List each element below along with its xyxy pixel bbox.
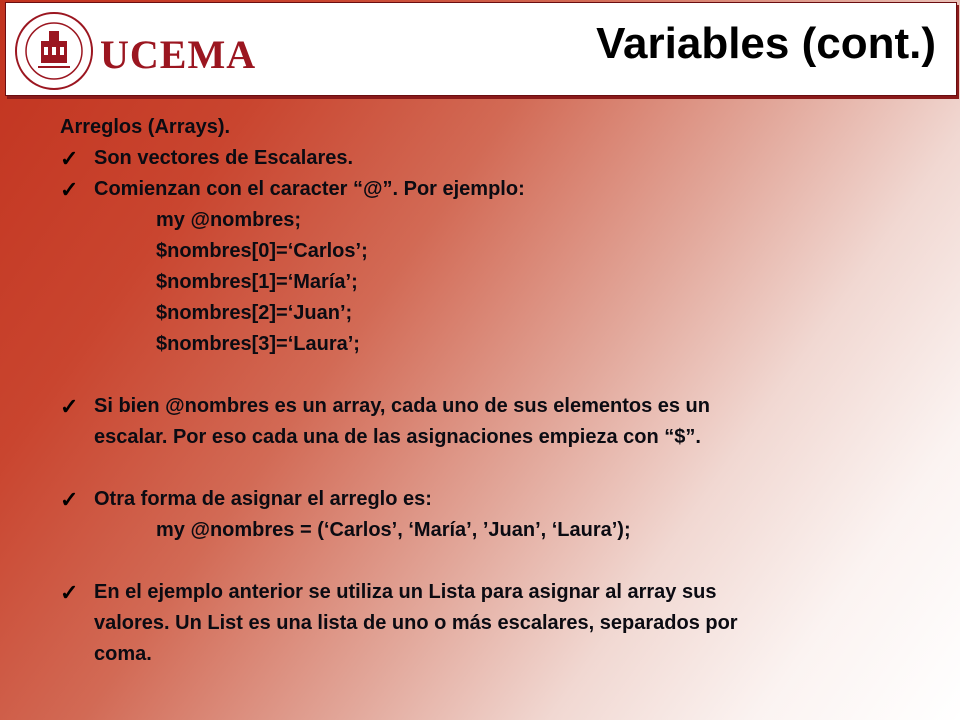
- checkmark-icon: ✓: [60, 177, 79, 202]
- code-line: $nombres[2]=‘Juan’;: [156, 302, 353, 324]
- bullet-text: Otra forma de asignar el arreglo es:: [94, 488, 432, 510]
- ucema-seal-icon: [14, 11, 94, 91]
- code-line: $nombres[0]=‘Carlos’;: [156, 240, 368, 262]
- checkmark-icon: ✓: [60, 580, 79, 605]
- bullet-continuation: coma.: [94, 643, 152, 665]
- bullet-item: [60, 143, 920, 174]
- bullet-continuation: escalar. Por eso cada una de las asignaciones empieza con “$”.: [94, 426, 701, 448]
- code-line: $nombres[3]=‘Laura’;: [156, 333, 360, 355]
- slide-title: Variables (cont.): [596, 19, 936, 68]
- slide-header: [5, 2, 957, 96]
- bullet-text: Si bien @nombres es un array, cada uno de sus elementos es un: [94, 395, 710, 417]
- bullet-text: Comienzan con el caracter “@”. Por ejemplo:: [94, 178, 525, 200]
- bullet-text: En el ejemplo anterior se utiliza un Lista para asignar al array sus: [94, 581, 717, 603]
- bullet-continuation: valores. Un List es una lista de uno o más escalares, separados por: [94, 612, 738, 634]
- bullet-item: [60, 391, 920, 422]
- bullet-item: [60, 174, 920, 205]
- bullet-text: Son vectores de Escalares.: [94, 147, 354, 169]
- checkmark-icon: ✓: [60, 487, 79, 512]
- ucema-logo: [14, 11, 257, 93]
- section-heading: Arreglos (Arrays).: [60, 116, 231, 138]
- bullet-item: [60, 577, 920, 608]
- code-line: my @nombres;: [156, 209, 302, 231]
- slide-body: [60, 112, 920, 670]
- code-line: my @nombres = (‘Carlos’, ‘María’, ’Juan’, ‘Laura’);: [156, 519, 631, 541]
- checkmark-icon: ✓: [60, 394, 79, 419]
- checkmark-icon: ✓: [60, 146, 79, 171]
- code-line: $nombres[1]=‘María’;: [156, 271, 358, 293]
- bullet-item: [60, 484, 920, 515]
- brand-name: UCEMA: [100, 32, 257, 77]
